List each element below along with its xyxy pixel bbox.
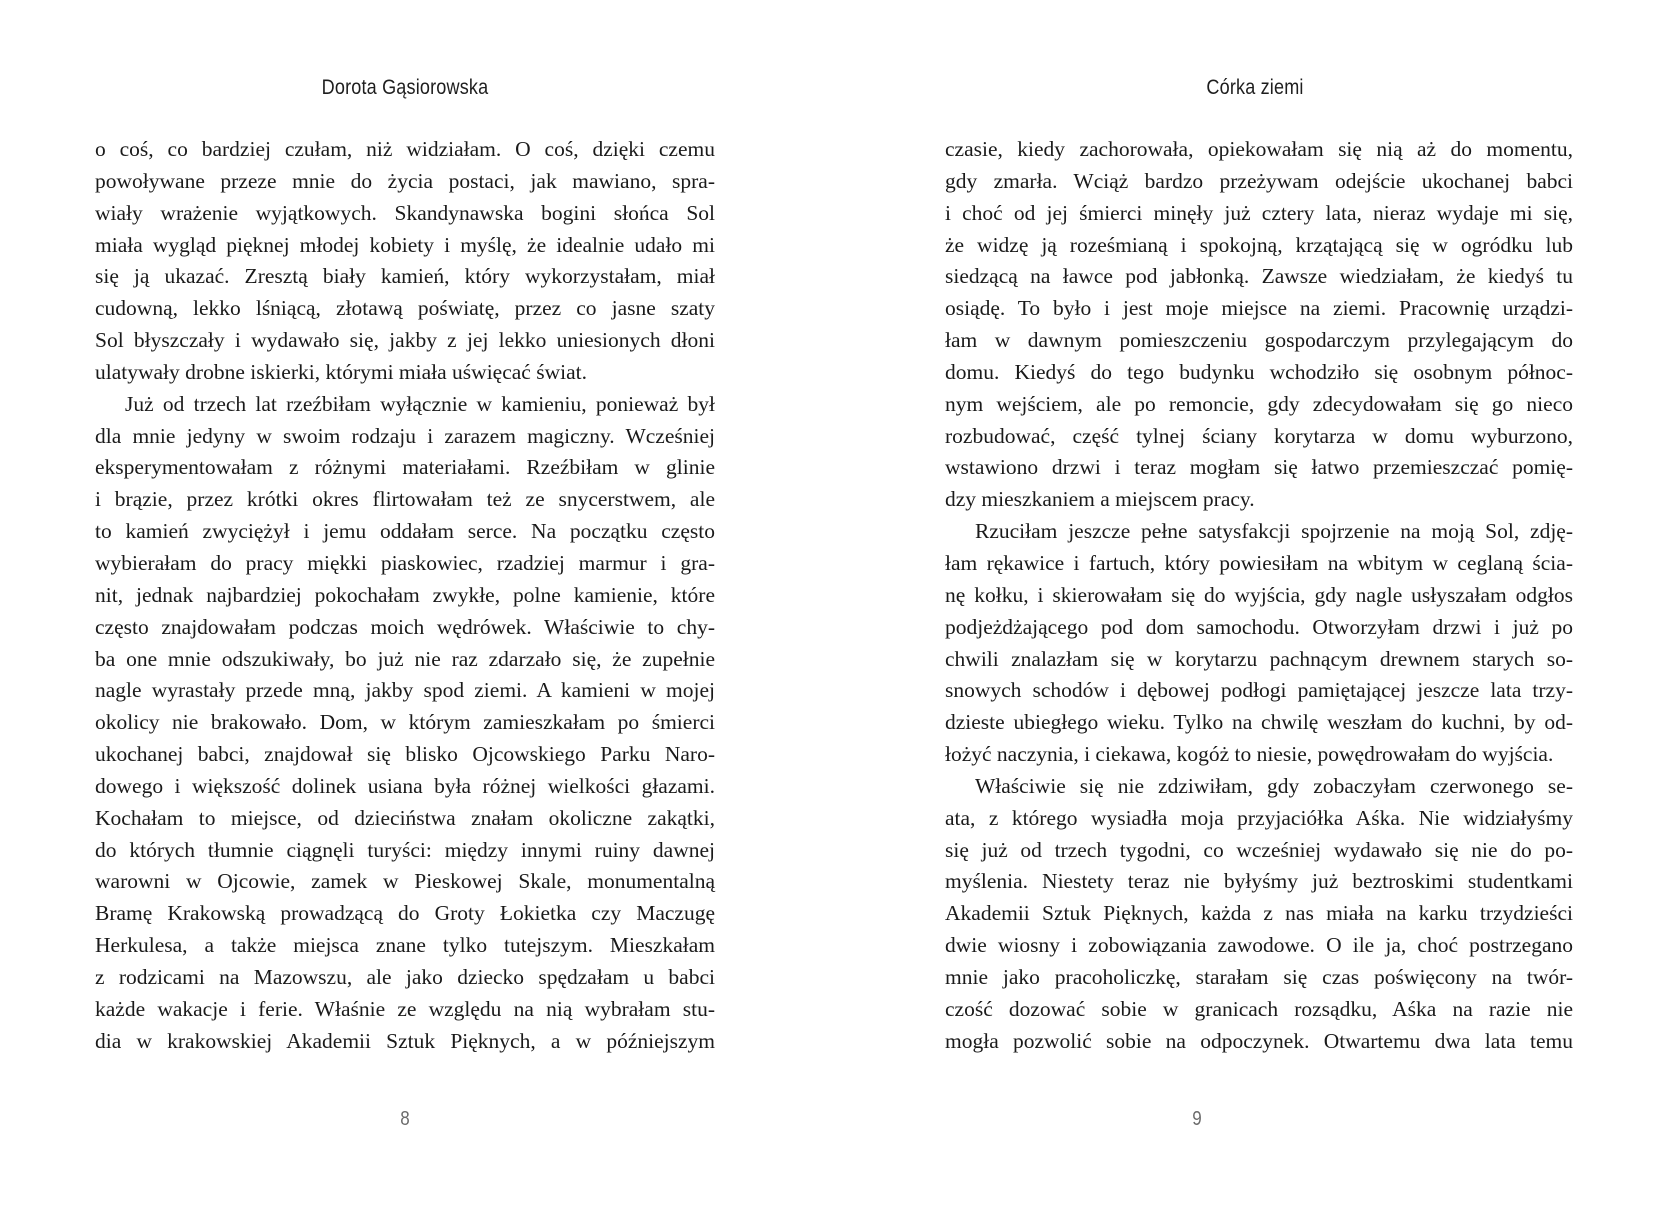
text-line	[95, 930, 715, 962]
text-line	[945, 803, 1573, 835]
text-line	[95, 835, 715, 867]
text-line	[945, 771, 1573, 803]
text-line	[95, 739, 715, 771]
text-line-content: do których tłumnie ciągnęli turyści: między innymi ruiny dawnej	[95, 837, 715, 862]
text-line	[95, 166, 715, 198]
text-line	[945, 198, 1573, 230]
text-line-content: Rzuciłam jeszcze pełne satysfakcji spojrzenie na moją Sol, zdję-	[975, 519, 1573, 544]
text-line-content: Bramę Krakowską prowadzącą do Groty Łokietka czy Maczugę	[95, 901, 715, 926]
text-line	[95, 644, 715, 676]
text-line	[95, 548, 715, 580]
text-line	[95, 803, 715, 835]
text-line	[945, 357, 1573, 389]
text-line	[95, 675, 715, 707]
text-line	[945, 230, 1573, 262]
text-line-content: to kamień zwyciężył i jemu oddałam serce. Na początku często	[95, 519, 715, 544]
text-line-content: domu. Kiedyś do tego budynku wchodziło się osobnym północ-	[945, 359, 1573, 384]
text-line	[95, 994, 715, 1026]
text-line-content: łam w dawnym pomieszczeniu gospodarczym przylegającym do	[945, 328, 1573, 353]
text-line	[945, 261, 1573, 293]
text-line-content: nit, jednak najbardziej pokochałam zwykłe, polne kamienie, które	[95, 582, 715, 607]
text-line-content: mnie jako pracoholiczkę, starałam się czas poświęcony na twór-	[945, 964, 1573, 989]
text-line-content: i choć od jej śmierci minęły już cztery lata, nieraz wydaje mi się,	[945, 200, 1573, 225]
text-line-content: mogła pozwolić sobie na odpoczynek. Otwartemu dwa lata temu	[945, 1028, 1573, 1053]
running-head-author: Dorota Gąsiorowska	[321, 76, 489, 99]
text-line-content: dzy mieszkaniem a miejscem pracy.	[945, 487, 1255, 512]
text-line	[945, 580, 1573, 612]
text-line	[95, 325, 715, 357]
text-line-content: Akademii Sztuk Pięknych, każda z nas miała na karku trzydzieści	[945, 901, 1573, 926]
text-line	[945, 962, 1573, 994]
text-line	[95, 198, 715, 230]
text-line-content: osiądę. To było i jest moje miejsce na ziemi. Pracownię urządzi-	[945, 296, 1573, 321]
text-line-content: i brązie, przez krótki okres flirtowałam też ze snycerstwem, ale	[95, 487, 715, 512]
text-line-content: Herkulesa, a także miejsca znane tylko tutejszym. Mieszkałam	[95, 933, 715, 958]
text-line-content: że widzę ją roześmianą i spokojną, krzątającą się w ogródku lub	[945, 232, 1573, 257]
text-line-content: ukochanej babci, znajdował się blisko Ojcowskiego Parku Naro-	[95, 742, 715, 767]
text-line-content: wybierałam do pracy miękki piaskowiec, rzadziej marmur i gra-	[95, 550, 715, 575]
text-line-content: warowni w Ojcowie, zamek w Pieskowej Skale, monumentalną	[95, 869, 715, 894]
text-line	[95, 357, 715, 389]
text-line-content: często znajdowałam podczas moich wędrówek. Właściwie to chy-	[95, 614, 715, 639]
text-line-content: ba one mnie odszukiwały, bo już nie raz zdarzało się, że zupełnie	[95, 646, 715, 671]
left-page-body	[95, 134, 715, 1057]
text-line-content: z rodzicami na Mazowszu, ale jako dziecko spędzałam u babci	[95, 964, 715, 989]
text-line	[945, 134, 1573, 166]
text-line-content: się ją ukazać. Zresztą biały kamień, który wykorzystałam, miał	[95, 264, 715, 289]
text-line	[95, 962, 715, 994]
text-line	[95, 261, 715, 293]
text-line	[945, 994, 1573, 1026]
running-head-title: Córka ziemi	[1206, 76, 1304, 99]
text-line	[945, 452, 1573, 484]
text-line-content: chwili znalazłam się w korytarzu pachnącym drewnem starych so-	[945, 646, 1573, 671]
text-line	[945, 835, 1573, 867]
text-line	[95, 771, 715, 803]
text-line	[95, 452, 715, 484]
right-page	[827, 0, 1654, 1211]
text-line-content: myślenia. Niestety teraz nie byłyśmy już beztroskimi studentkami	[945, 869, 1573, 894]
text-line	[945, 898, 1573, 930]
text-line-content: miała wygląd pięknej młodej kobiety i myślę, że idealnie udało mi	[95, 232, 715, 257]
text-line	[945, 166, 1573, 198]
text-line	[945, 1026, 1573, 1058]
text-line	[945, 930, 1573, 962]
text-line-content: siedzącą na ławce pod jabłonką. Zawsze wiedziałam, że kiedyś tu	[945, 264, 1573, 289]
text-line-content: ulatywały drobne iskierki, którymi miała uświęcać świat.	[95, 359, 587, 384]
text-line-content: wstawiono drzwi i teraz mogłam się łatwo przemieszczać pomię-	[945, 455, 1573, 480]
text-line	[95, 1026, 715, 1058]
text-line-content: dia w krakowskiej Akademii Sztuk Pięknych, a w późniejszym	[95, 1028, 715, 1053]
text-line-content: Sol błyszczały i wydawało się, jakby z jej lekko uniesionych dłoni	[95, 328, 715, 353]
text-line	[945, 325, 1573, 357]
text-line-content: łam rękawice i fartuch, który powiesiłam na wbitym w ceglaną ścia-	[945, 550, 1573, 575]
text-line-content: każde wakacje i ferie. Właśnie ze względu na nią wybrałam stu-	[95, 996, 715, 1021]
text-line	[95, 898, 715, 930]
text-line-content: dowego i większość dolinek usiana była różnej wielkości głazami.	[95, 773, 715, 798]
text-line-content: Kochałam to miejsce, od dzieciństwa znałam okoliczne zakątki,	[95, 805, 715, 830]
text-line-content: wiały wrażenie wyjątkowych. Skandynawska bogini słońca Sol	[95, 200, 715, 225]
text-line-content: czasie, kiedy zachorowała, opiekowałam się nią aż do momentu,	[945, 137, 1573, 161]
text-line	[945, 389, 1573, 421]
text-line	[95, 484, 715, 516]
text-line	[945, 548, 1573, 580]
text-line-content: gdy zmarła. Wciąż bardzo przeżywam odejście ukochanej babci	[945, 168, 1573, 193]
text-line	[95, 580, 715, 612]
text-line-content: Właściwie się nie zdziwiłam, gdy zobaczyłam czerwonego se-	[975, 773, 1573, 798]
text-line-content: dzieste ubiegłego wieku. Tylko na chwilę weszłam do kuchni, by od-	[945, 710, 1573, 735]
text-line-content: łożyć naczynia, i ciekawa, kogóż to niesie, powędrowałam do wyjścia.	[945, 742, 1554, 767]
text-line-content: się już od trzech tygodni, co wcześniej wydawało się nie do po-	[945, 837, 1573, 862]
text-line-content: snowych schodów i dębowej podłogi pamiętającej jeszcze lata trzy-	[945, 678, 1573, 703]
text-line	[945, 739, 1573, 771]
text-line	[95, 389, 715, 421]
text-line-content: dla mnie jedyny w swoim rodzaju i zarazem magiczny. Wcześniej	[95, 423, 715, 448]
text-line-content: powoływane przeze mnie do życia postaci, jak mawiano, spra-	[95, 168, 715, 193]
text-line	[95, 421, 715, 453]
text-line-content: dwie wiosny i zobowiązania zawodowe. O ile ja, choć postrzegano	[945, 933, 1573, 958]
text-line-content: Już od trzech lat rzeźbiłam wyłącznie w kamieniu, ponieważ był	[125, 391, 715, 416]
text-line-content: nę kołku, i skierowałam się do wyjścia, gdy nagle usłyszałam odgłos	[945, 582, 1573, 607]
text-line-content: o coś, co bardziej czułam, niż widziałam. O coś, dzięki czemu	[95, 137, 715, 161]
text-line	[95, 230, 715, 262]
text-line-content: cudowną, lekko lśniącą, złotawą poświatę, przez co jasne szaty	[95, 296, 715, 321]
text-line	[945, 293, 1573, 325]
text-line-content: ata, z którego wysiadła moja przyjaciółka Aśka. Nie widziałyśmy	[945, 805, 1573, 830]
text-line	[945, 707, 1573, 739]
text-line-content: nym wejściem, ale po remoncie, gdy zdecydowałam się go nieco	[945, 391, 1573, 416]
text-line-content: rozbudować, część tylnej ściany korytarza w domu wyburzono,	[945, 423, 1573, 448]
text-line	[945, 516, 1573, 548]
page-number-right: 9	[1192, 1108, 1202, 1130]
text-line	[95, 707, 715, 739]
text-line	[95, 293, 715, 325]
text-line	[95, 516, 715, 548]
text-line	[95, 866, 715, 898]
text-line	[945, 612, 1573, 644]
text-line-content: podjeżdżającego pod dom samochodu. Otworzyłam drzwi i już po	[945, 614, 1573, 639]
text-line	[945, 484, 1573, 516]
text-line-content: czość dozować sobie w granicach rozsądku, Aśka na razie nie	[945, 996, 1573, 1021]
text-line	[945, 421, 1573, 453]
text-line	[95, 134, 715, 166]
text-line	[95, 612, 715, 644]
page-number-left: 8	[400, 1108, 410, 1130]
text-line	[945, 675, 1573, 707]
text-line	[945, 644, 1573, 676]
text-line-content: nagle wyrastały przede mną, jakby spod ziemi. A kamieni w mojej	[95, 678, 715, 703]
text-line-content: eksperymentowałam z różnymi materiałami. Rzeźbiłam w glinie	[95, 455, 715, 480]
right-page-body	[945, 134, 1573, 1057]
text-line-content: okolicy nie brakowało. Dom, w którym zamieszkałam po śmierci	[95, 710, 715, 735]
text-line	[945, 866, 1573, 898]
